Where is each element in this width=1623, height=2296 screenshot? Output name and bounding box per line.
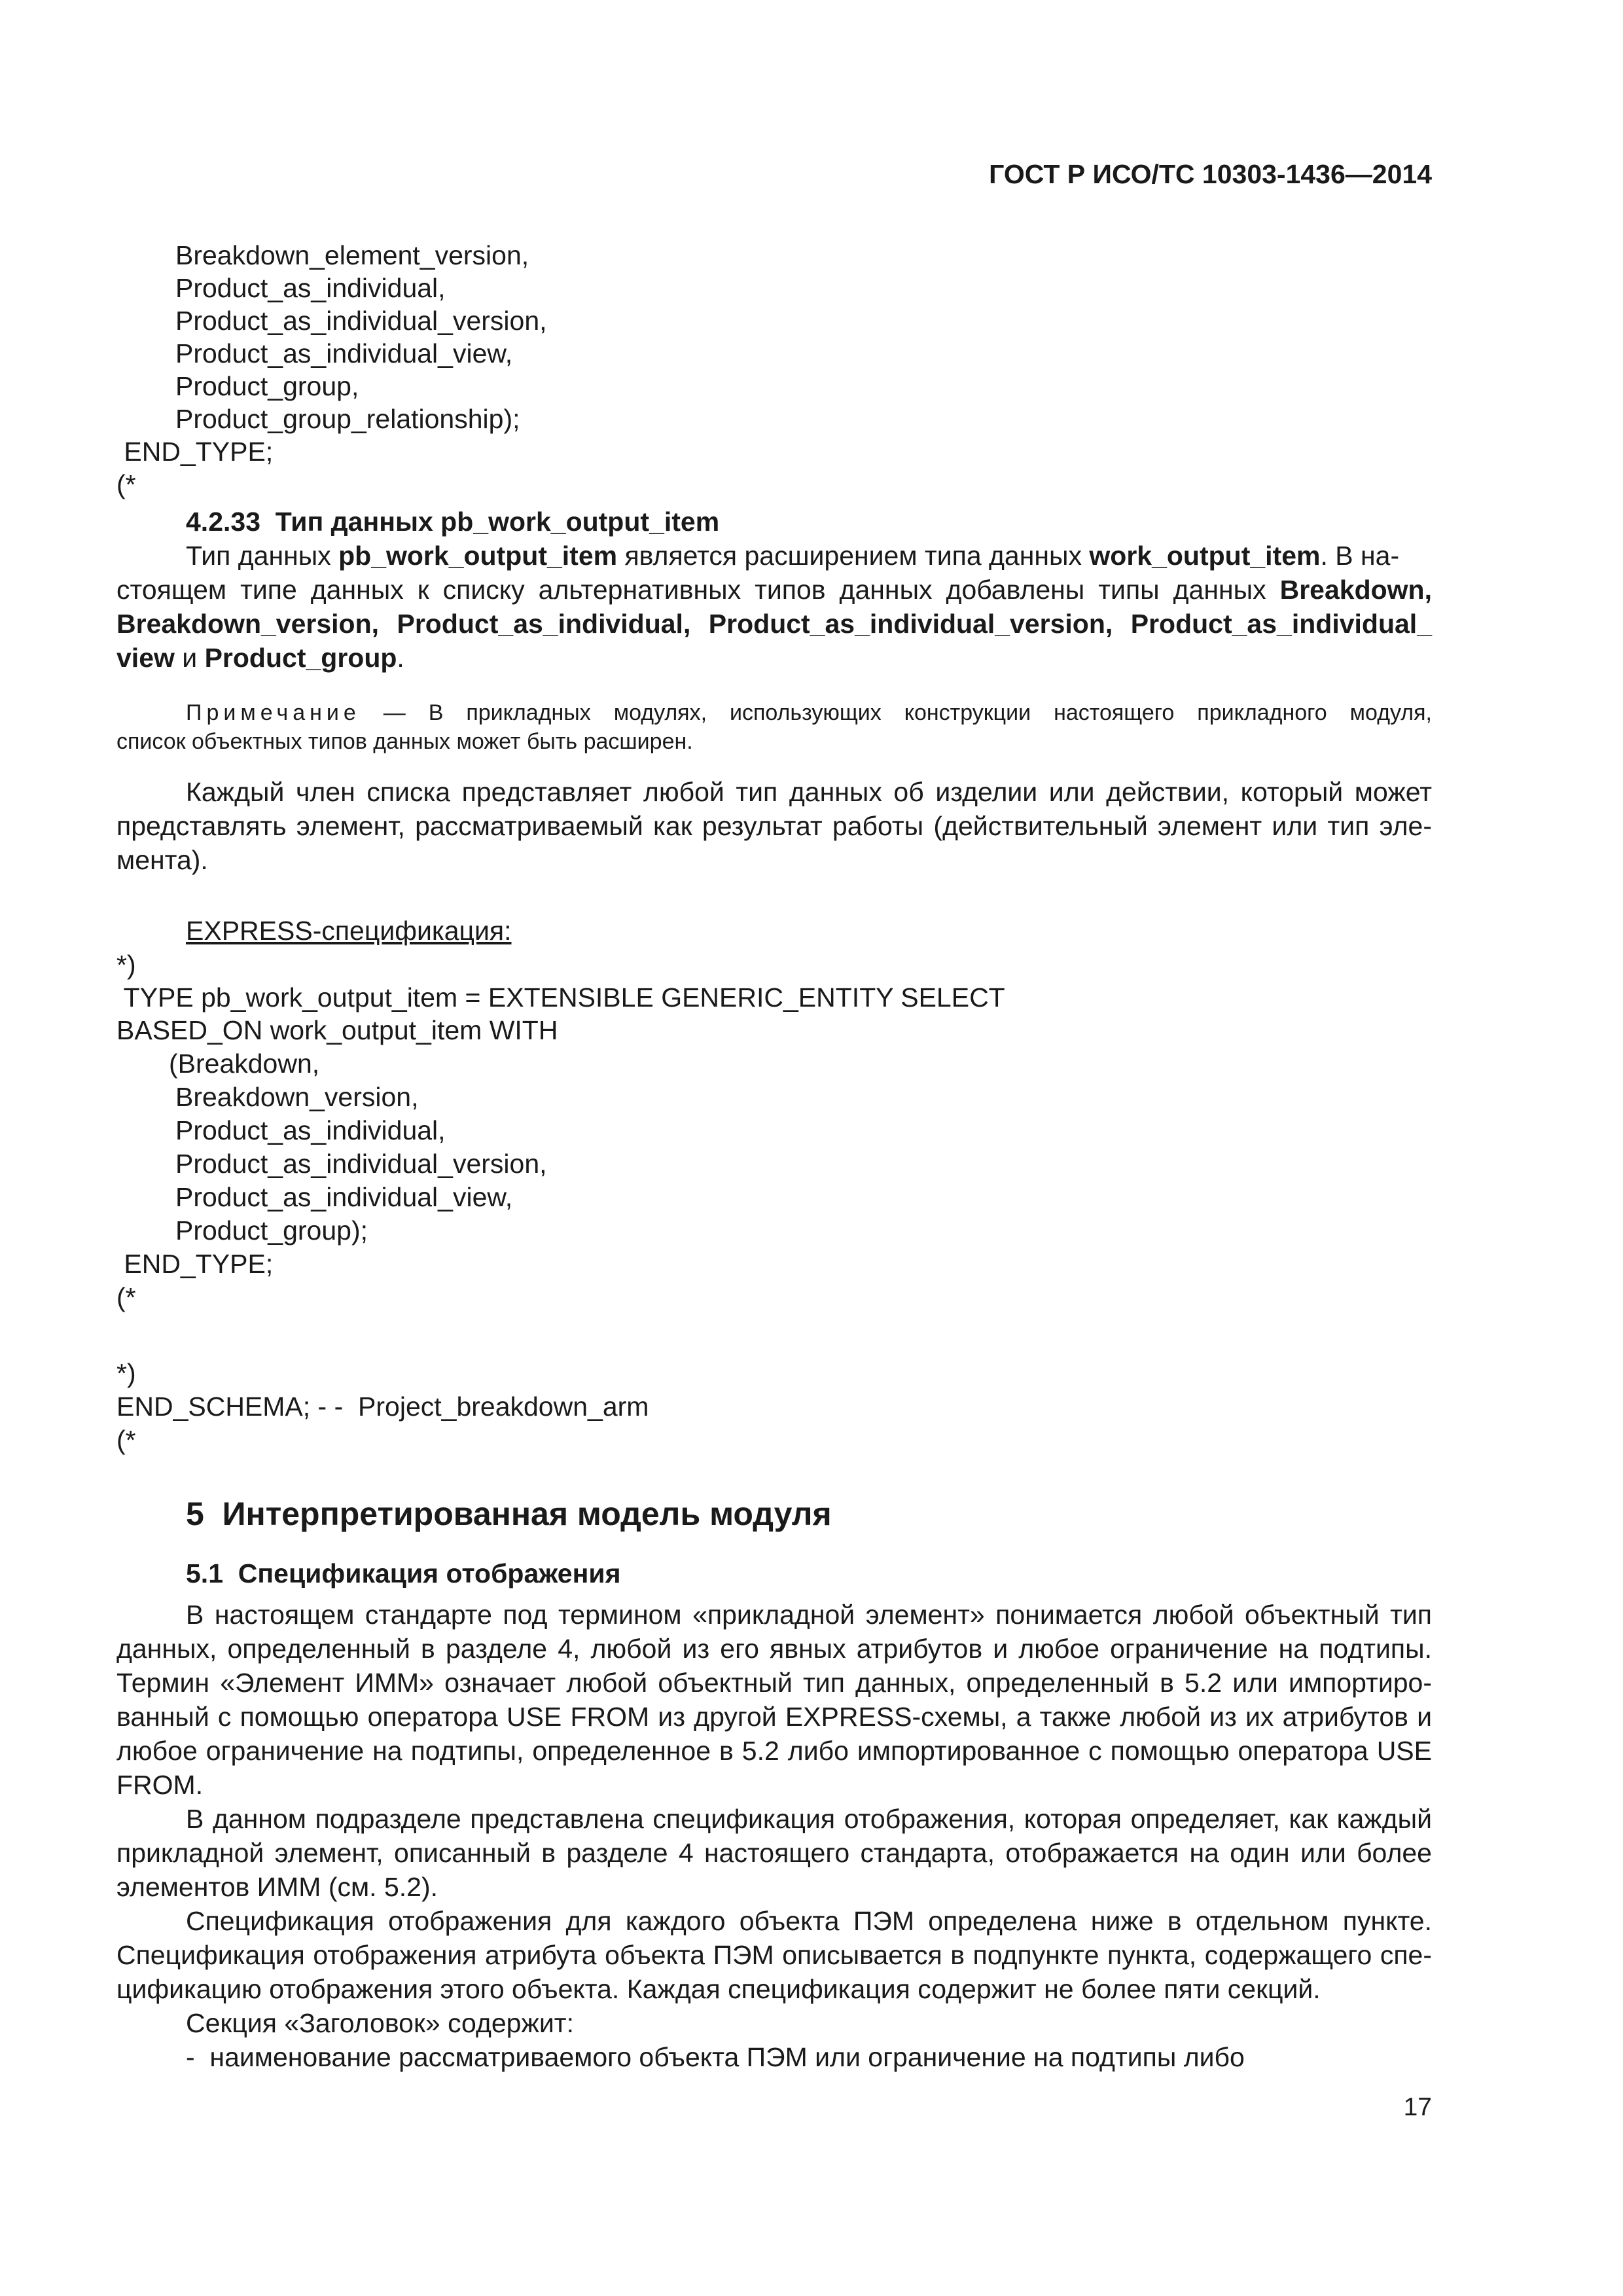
code-end-type: END_TYPE; — [116, 437, 274, 467]
paragraph-line: элементов ИММ (см. 5.2). — [116, 1872, 438, 1902]
paragraph-line: FROM. — [116, 1770, 204, 1800]
paragraph-line: прикладной элемент, описанный в разделе 4 настоящего стандарта, отображается на один или более — [116, 1838, 1432, 1868]
paragraph-line: Breakdown_version, Product_as_individual, Product_as_individual_version, Product_as_individual_ — [116, 609, 1432, 639]
paragraph-line: Секция «Заголовок» содержит: — [186, 2008, 574, 2038]
code-line: Product_as_individual_version, — [175, 306, 547, 336]
code-line: Product_as_individual, — [175, 273, 446, 303]
paragraph-line: Спецификация отображения для каждого объекта ПЭМ определена ниже в отдельном пункте. — [186, 1906, 1432, 1936]
express-spec-label: EXPRESS-спецификация: — [186, 916, 512, 946]
comment-open: (* — [116, 1425, 136, 1455]
paragraph-line: данных, определенный в разделе 4, любой из его явных атрибутов и любое ограничение на подтипы. — [116, 1634, 1432, 1664]
paragraph-line: любое ограничение на подтипы, определенное в 5.2 либо импортированное с помощью оператора USE — [116, 1736, 1432, 1766]
code-end-schema: END_SCHEMA; - - Project_breakdown_arm — [116, 1391, 649, 1422]
code-line: Product_as_individual_view, — [175, 338, 513, 368]
paragraph-line: представлять элемент, рассматриваемый как результат работы (действительный элемент или тип эле- — [116, 811, 1432, 841]
code-line: Product_group); — [175, 1215, 368, 1246]
code-line: Product_group, — [175, 371, 359, 401]
code-line: Product_as_individual_version, — [175, 1149, 547, 1179]
code-line: Product_as_individual_view, — [175, 1182, 513, 1212]
note-line: Примечание — В прикладных модулях, использующих конструкции настоящего прикладного модуля, — [186, 700, 1432, 725]
comment-close: *) — [116, 950, 136, 980]
paragraph-line: view и Product_group. — [116, 643, 404, 673]
paragraph-line: В данном подразделе представлена спецификация отображения, которая определяет, как каждый — [186, 1804, 1432, 1834]
comment-close: *) — [116, 1358, 136, 1388]
list-item: - наименование рассматриваемого объекта ПЭМ или ограничение на подтипы либо — [186, 2042, 1245, 2072]
standard-header: ГОСТ Р ИСО/ТС 10303-1436—2014 — [989, 159, 1432, 189]
paragraph-line: В настоящем стандарте под термином «прикладной элемент» понимается любой объектный тип — [186, 1600, 1432, 1630]
paragraph-line: Тип данных pb_work_output_item является расширением типа данных work_output_item. В на- — [186, 541, 1400, 571]
section-heading-5: 5 Интерпретированная модель модуля — [186, 1496, 832, 1532]
paragraph-line: стоящем типе данных к списку альтернативных типов данных добавлены типы данных Breakdown, — [116, 575, 1432, 605]
comment-open: (* — [116, 1282, 136, 1312]
paragraph-line: Каждый член списка представляет любой тип данных об изделии или действии, который может — [186, 777, 1432, 807]
code-line: Breakdown_element_version, — [175, 240, 529, 270]
code-end-type: END_TYPE; — [116, 1249, 274, 1279]
code-line: Product_group_relationship); — [175, 404, 520, 434]
section-heading-4-2-33: 4.2.33 Тип данных pb_work_output_item — [186, 507, 720, 537]
section-heading-5-1: 5.1 Спецификация отображения — [186, 1558, 621, 1588]
paragraph-line: ванный с помощью оператора USE FROM из другой EXPRESS-схемы, а также любой из их атрибутов и — [116, 1702, 1432, 1732]
note-line: список объектных типов данных может быть расширен. — [116, 729, 693, 754]
code-line: Breakdown_version, — [175, 1082, 419, 1112]
code-line: TYPE pb_work_output_item = EXTENSIBLE GENERIC_ENTITY SELECT — [116, 982, 1005, 1013]
code-line: Product_as_individual, — [175, 1115, 446, 1145]
code-line: BASED_ON work_output_item WITH — [116, 1015, 558, 1045]
code-line: (Breakdown, — [169, 1049, 320, 1079]
comment-open: (* — [116, 469, 136, 499]
page-number: 17 — [1403, 2093, 1432, 2121]
paragraph-line: цификацию отображения этого объекта. Каждая спецификация содержит не более пяти секций. — [116, 1974, 1321, 2004]
paragraph-line: Термин «Элемент ИММ» означает любой объектный тип данных, определенный в 5.2 или импортиро- — [116, 1668, 1432, 1698]
paragraph-line: Спецификация отображения атрибута объекта ПЭМ описывается в подпункте пункта, содержащего спе- — [116, 1940, 1432, 1970]
paragraph-line: мента). — [116, 845, 208, 875]
